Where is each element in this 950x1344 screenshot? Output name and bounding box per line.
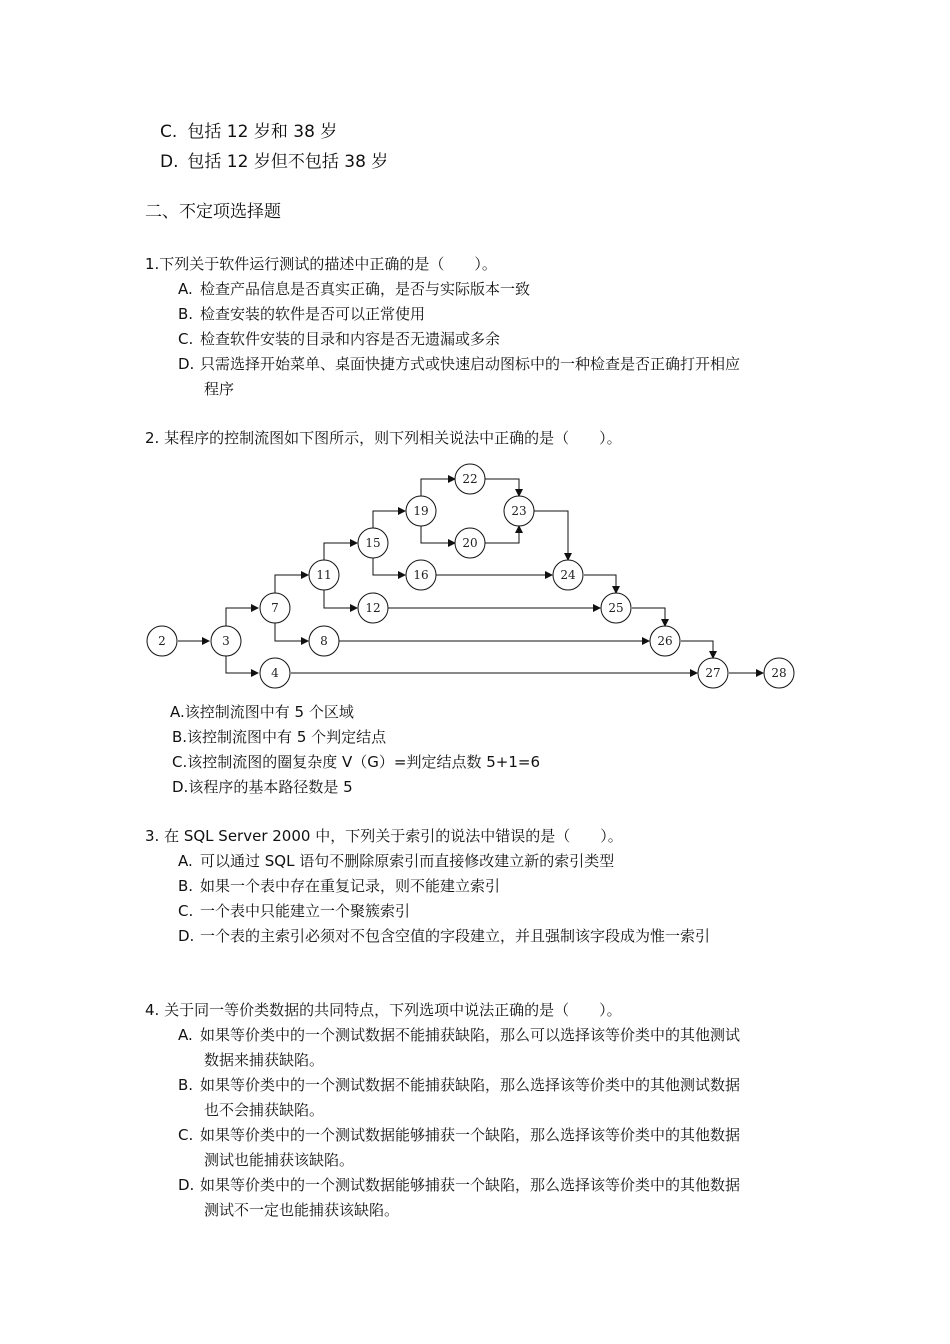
node-label: 25	[608, 601, 624, 615]
node-label: 12	[365, 601, 381, 615]
node-label: 19	[413, 504, 429, 518]
q3-option-b: B. 如果一个表中存在重复记录，则不能建立索引	[178, 877, 501, 895]
q4-option-d: D. 如果等价类中的一个测试数据能够捕获一个缺陷，那么选择该等价类中的其他数据	[178, 1176, 741, 1194]
q4-option-a: A. 如果等价类中的一个测试数据不能捕获缺陷，那么可以选择该等价类中的其他测试	[178, 1026, 741, 1044]
node-label: 27	[705, 666, 721, 680]
q1-option-d: D. 只需选择开始菜单、桌面快捷方式或快速启动图标中的一种检查是否正确打开相应	[178, 355, 741, 373]
q4-stem: 4. 关于同一等价类数据的共同特点，下列选项中说法正确的是（ ）。	[145, 1001, 622, 1019]
q4-option-b-cont: 也不会捕获缺陷。	[204, 1101, 325, 1119]
q3-option-d: D. 一个表的主索引必须对不包含空值的字段建立，并且强制该字段成为惟一索引	[178, 927, 711, 945]
q2-option-b: B.该控制流图中有 5 个判定结点	[172, 728, 387, 746]
node-label: 26	[657, 634, 673, 648]
q1-option-c: C. 检查软件安装的目录和内容是否无遗漏或多余	[178, 330, 501, 348]
node-label: 8	[320, 634, 328, 648]
q3-stem: 3. 在 SQL Server 2000 中，下列关于索引的说法中错误的是（ ）。	[145, 827, 623, 845]
node-label: 11	[316, 568, 332, 582]
node-label: 15	[365, 536, 381, 550]
q1-option-b: B. 检查安装的软件是否可以正常使用	[178, 305, 426, 323]
q3-option-c: C. 一个表中只能建立一个聚簇索引	[178, 902, 411, 920]
prev-option-c: C. 包括 12 岁和 38 岁	[160, 122, 338, 142]
q4-option-d-cont: 测试不一定也能捕获该缺陷。	[204, 1201, 400, 1219]
q4-option-a-cont: 数据来捕获缺陷。	[204, 1051, 325, 1069]
node-label: 23	[511, 504, 527, 518]
node-label: 24	[560, 568, 576, 582]
q4-option-b: B. 如果等价类中的一个测试数据不能捕获缺陷，那么选择该等价类中的其他测试数据	[178, 1076, 741, 1094]
q2-option-d: D.该程序的基本路径数是 5	[172, 778, 353, 796]
section-title: 二、不定项选择题	[145, 202, 281, 222]
q1-option-d-cont: 程序	[204, 380, 235, 398]
control-flow-graph	[138, 455, 808, 695]
q2-option-a: A.该控制流图中有 5 个区域	[170, 703, 354, 721]
node-label: 16	[413, 568, 429, 582]
q4-option-c: C. 如果等价类中的一个测试数据能够捕获一个缺陷，那么选择该等价类中的其他数据	[178, 1126, 741, 1144]
q3-option-a: A. 可以通过 SQL 语句不删除原索引而直接修改建立新的索引类型	[178, 852, 615, 870]
node-label: 3	[222, 634, 230, 648]
node-label: 4	[271, 666, 279, 680]
q2-option-c: C.该控制流图的圈复杂度 V（G）=判定结点数 5+1=6	[172, 753, 540, 771]
q1-stem: 1.下列关于软件运行测试的描述中正确的是（ ）。	[145, 255, 497, 273]
node-label: 20	[462, 536, 478, 550]
q2-stem: 2. 某程序的控制流图如下图所示，则下列相关说法中正确的是（ ）。	[145, 429, 622, 447]
node-label: 2	[158, 634, 166, 648]
node-label: 22	[462, 472, 478, 486]
node-label: 28	[771, 666, 787, 680]
q1-option-a: A. 检查产品信息是否真实正确，是否与实际版本一致	[178, 280, 531, 298]
q4-option-c-cont: 测试也能捕获该缺陷。	[204, 1151, 355, 1169]
node-label: 7	[271, 601, 279, 615]
prev-option-d: D. 包括 12 岁但不包括 38 岁	[160, 152, 389, 172]
